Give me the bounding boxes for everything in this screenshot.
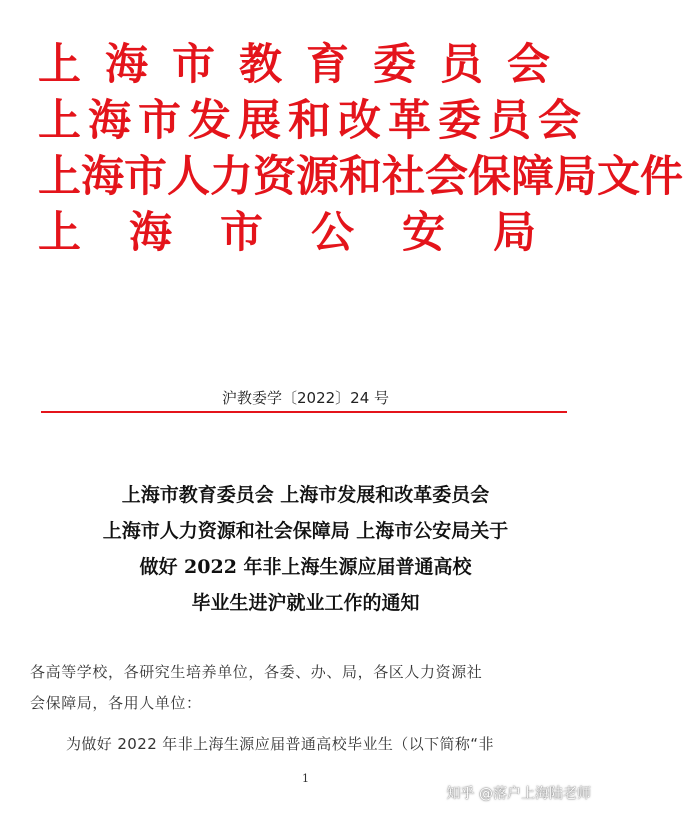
body-line-2: 会保障局，各用人单位： <box>30 694 202 712</box>
title-line-2: 上海市人力资源和社会保障局 上海市公安局关于 <box>102 520 509 542</box>
red-divider-line <box>41 411 567 413</box>
page-number: 1 <box>302 772 309 785</box>
body-line-3: 为做好 2022 年非上海生源应届普通高校毕业生（以下简称“非 <box>66 735 494 753</box>
title-line-3: 做好 2022 年非上海生源应届普通高校 <box>139 556 472 578</box>
issuer-line-1: 上海市教育委员会 <box>38 40 574 90</box>
issuer-line-2: 上海市发展和改革委员会 <box>38 96 588 146</box>
title-line-4: 毕业生进沪就业工作的通知 <box>191 592 420 614</box>
issuer-line-3: 上海市人力资源和社会保障局文件 <box>38 152 683 202</box>
title-line-1: 上海市教育委员会 上海市发展和改革委员会 <box>121 484 490 506</box>
watermark: 知乎 @落户上海陆老师 <box>446 786 591 802</box>
document-number: 沪教委学〔2022〕24 号 <box>221 389 390 407</box>
issuer-line-4: 上海市公安局 <box>38 208 584 258</box>
body-line-1: 各高等学校，各研究生培养单位，各委、办、局，各区人力资源社 <box>30 663 483 681</box>
